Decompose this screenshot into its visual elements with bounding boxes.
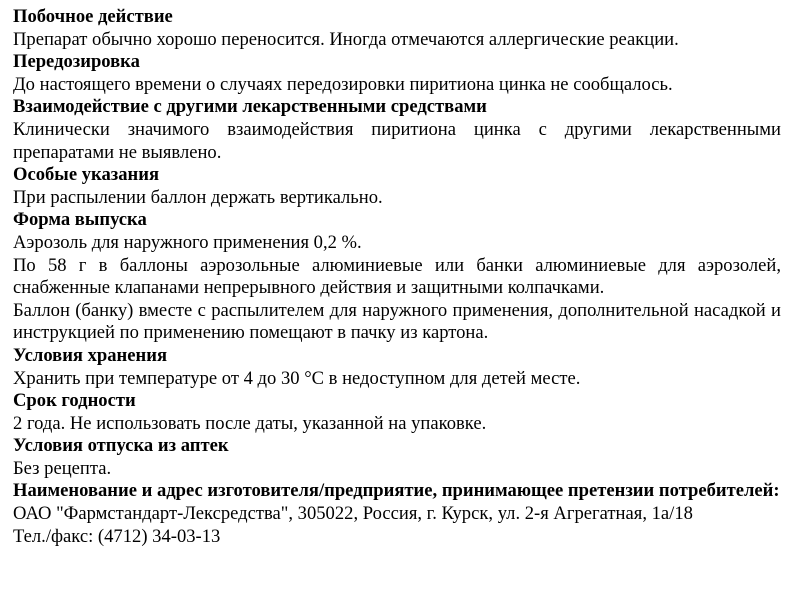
section-paragraph: По 58 г в баллоны аэрозольные алюминиевые или банки алюминиевые для аэрозолей, снабженные клапанами непрерывного действия и защитными колпачками. [13,254,781,299]
section-heading: Условия отпуска из аптек [13,435,229,457]
section-paragraph: До настоящего времени о случаях передозировки пиритиона цинка не сообщалось. [13,73,673,95]
section-paragraph: Клинически значимого взаимодействия пиритиона цинка с другими лекарственными препаратами не выявлено. [13,118,781,163]
section-overdose [13,51,781,96]
section-storage [13,345,781,390]
section-paragraph: При распылении баллон держать вертикально. [13,186,383,208]
section-dispensing [13,435,781,480]
section-heading: Форма выпуска [13,209,147,231]
section-side-effects [13,6,781,51]
section-interactions [13,96,781,164]
section-manufacturer [13,480,781,548]
section-paragraph: Препарат обычно хорошо переносится. Иногда отмечаются аллергические реакции. [13,28,679,50]
section-heading: Передозировка [13,51,140,73]
section-paragraph: Хранить при температуре от 4 до 30 °С в недоступном для детей месте. [13,367,581,389]
section-heading: Особые указания [13,164,160,186]
section-heading: Побочное действие [13,6,173,27]
section-heading: Срок годности [13,390,136,412]
section-heading: Взаимодействие с другими лекарственными средствами [13,96,487,118]
section-shelf-life [13,390,781,435]
section-paragraph: ОАО "Фармстандарт-Лексредства", 305022, Россия, г. Курск, ул. 2-я Агрегатная, 1а/18 [13,503,693,525]
section-paragraph: Тел./факс: (4712) 34-03-13 [13,525,221,547]
section-heading: Наименование и адрес изготовителя/предприятие, принимающее претензии потребителей: [13,480,780,502]
section-paragraph: Аэрозоль для наружного применения 0,2 %. [13,231,362,253]
section-release-form [13,209,781,345]
section-special-instructions [13,164,781,209]
section-paragraph: Без рецепта. [13,457,112,479]
section-paragraph: Баллон (банку) вместе с распылителем для наружного применения, дополнительной насадкой и инструкцией по применению помещают в пачку из картона. [13,299,781,344]
section-paragraph: 2 года. Не использовать после даты, указанной на упаковке. [13,412,487,434]
section-heading: Условия хранения [13,344,168,366]
